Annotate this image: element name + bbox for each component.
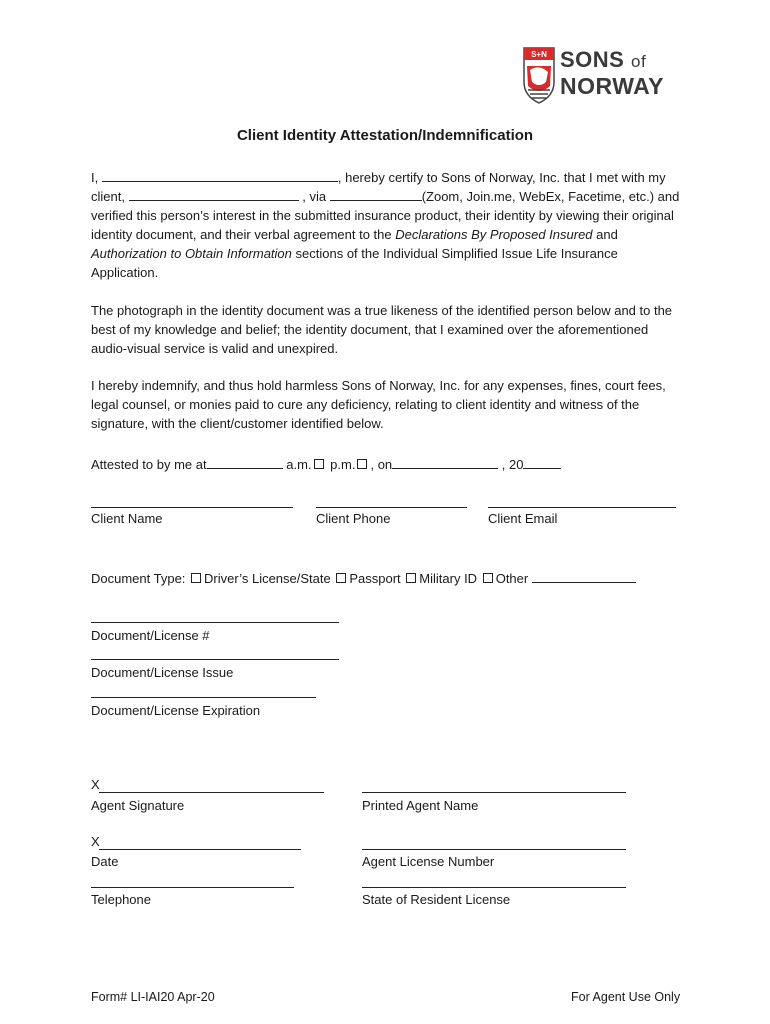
client-name-label: Client Name <box>91 511 163 526</box>
agent-signature-label: Agent Signature <box>91 798 185 813</box>
date-x: X <box>91 834 100 849</box>
telephone-label: Telephone <box>91 892 151 907</box>
other-checkbox[interactable] <box>483 573 493 583</box>
document-type-row: Document Type: Driver’s License/State Passport Military ID Other <box>91 570 636 586</box>
date-line[interactable] <box>99 849 301 850</box>
document-issue-label: Document/License Issue <box>91 665 234 680</box>
client-email-label: Client Email <box>488 511 558 526</box>
shield-letters: S+N <box>531 50 547 59</box>
state-license-line[interactable] <box>362 887 626 888</box>
client-email-line[interactable] <box>488 507 676 508</box>
drivers-license-checkbox[interactable] <box>191 573 201 583</box>
printed-agent-name-line[interactable] <box>362 792 626 793</box>
document-issue-line[interactable] <box>91 659 339 660</box>
client-name-blank[interactable] <box>129 188 299 201</box>
state-license-label: State of Resident License <box>362 892 511 907</box>
agent-license-number-label: Agent License Number <box>362 854 495 869</box>
service-blank[interactable] <box>330 188 422 201</box>
other-blank[interactable] <box>532 570 636 583</box>
sons-of-norway-logo <box>522 46 682 104</box>
logo-norway: NORWAY <box>560 73 664 99</box>
agent-signature-line[interactable] <box>99 792 324 793</box>
logo-sons: SONS <box>560 47 625 72</box>
agent-license-number-line[interactable] <box>362 849 626 850</box>
signature-x: X <box>91 777 100 792</box>
form-number: Form# LI-IAI20 Apr-20 <box>91 990 215 1004</box>
document-expiration-label: Document/License Expiration <box>91 703 261 718</box>
attested-line: Attested to by me at a.m. p.m. , on , 20 <box>91 455 681 474</box>
telephone-line[interactable] <box>91 887 294 888</box>
am-checkbox[interactable] <box>314 459 324 469</box>
document-expiration-line[interactable] <box>91 697 316 698</box>
attest-time-blank[interactable] <box>207 456 283 469</box>
client-phone-line[interactable] <box>316 507 467 508</box>
document-number-line[interactable] <box>91 622 339 623</box>
agent-name-blank[interactable] <box>102 169 338 182</box>
photograph-paragraph: The photograph in the identity document was a true likeness of the identified person below and to the best of my knowledge and belief; the identity document, that I examined over the aforementioned audio-visual service is valid and unexpired. <box>91 303 673 356</box>
certification-paragraph: I, , hereby certify to Sons of Norway, Inc. that I met with my client, , via (Zoom, Join.me, WebEx, Facetime, etc.) and verified this person’s interest in the submitted insurance product, their identity by viewing their original identity document, and their verbal agreement to the Declarations By Proposed Insured and Authorization to Obtain Information sections of the Individual Simplified Issue Life Insurance Application. <box>91 170 680 280</box>
shield-icon <box>522 46 556 104</box>
printed-agent-name-label: Printed Agent Name <box>362 798 479 813</box>
military-id-checkbox[interactable] <box>406 573 416 583</box>
agent-use-only: For Agent Use Only <box>571 990 681 1004</box>
passport-checkbox[interactable] <box>336 573 346 583</box>
document-number-label: Document/License # <box>91 628 210 643</box>
date-label: Date <box>91 854 119 869</box>
attest-year-blank[interactable] <box>523 456 561 469</box>
indemnify-paragraph: I hereby indemnify, and thus hold harmless Sons of Norway, Inc. for any expenses, fines, court fees, legal counsel, or monies paid to cure any deficiency, relating to client identity and witness of the signature, with the client/customer identified below. <box>91 378 666 431</box>
logo-of: of <box>630 52 647 71</box>
page-title: Client Identity Attestation/Indemnification <box>236 127 534 144</box>
client-phone-label: Client Phone <box>316 511 391 526</box>
attest-date-blank[interactable] <box>392 456 498 469</box>
pm-checkbox[interactable] <box>357 459 367 469</box>
client-name-line[interactable] <box>91 507 293 508</box>
